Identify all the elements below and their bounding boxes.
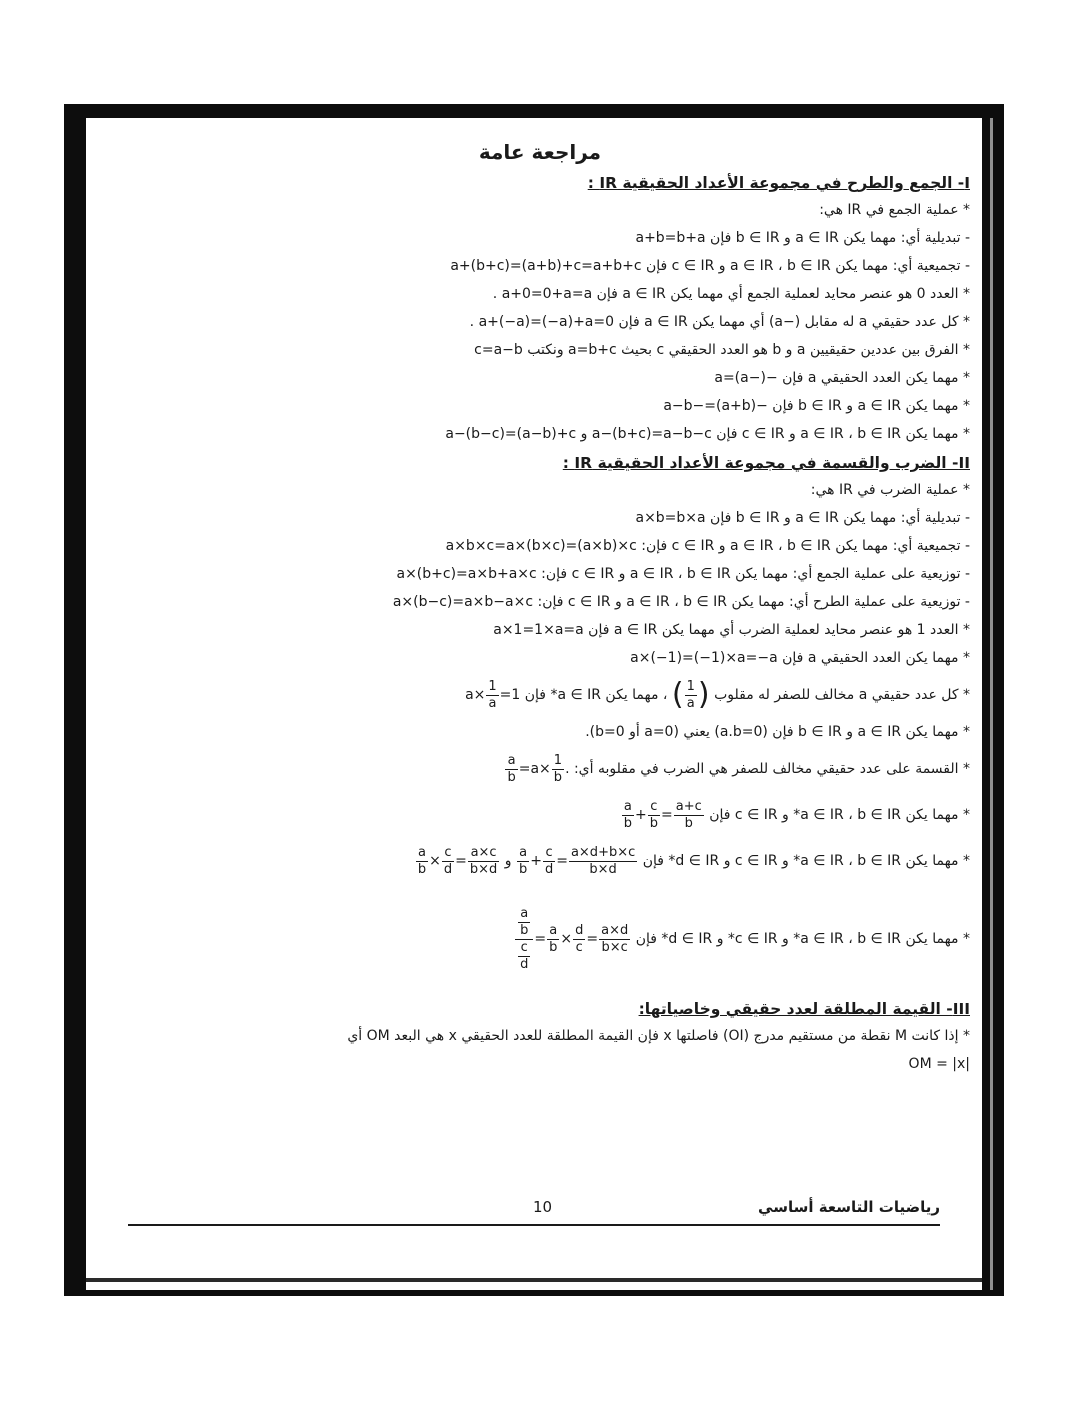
inverse-condition: ، مهما يكن a ∈ IR* فإن [524,687,668,703]
page-border-right [982,104,1004,1296]
inverse-line [110,672,970,718]
s1-line-1: * عملية الجمع في IR هي: [819,202,970,218]
s1-line-7: * مهما يكن العدد الحقيقي a فإن −(−a)=a [714,370,970,386]
division-line [110,746,970,792]
s2-line-4: - توزيعية على عملية الجمع أي: مهما يكن a ∈ IR ، b ∈ IR و c ∈ IR فإن: a×(b+c)=a×b+a×c [396,566,970,582]
s2-line-7: * مهما يكن العدد الحقيقي a فإن a×(−1)=(−1)×a=−a [630,650,970,666]
rule-3-formula: $\frac{\frac{a}{b}}{\frac{c}{d}}$ = $\frac{a}{b}$ × $\frac{d}{c}$ = $\frac{a\times d}{b\times c}$ [514,931,631,947]
s2-line-6: * العدد 1 هو عنصر محايد لعملية الضرب أي مهما يكن a ∈ IR فإن a×1=1×a=a [493,622,970,638]
zero-product-line: * مهما يكن a ∈ IR و b ∈ IR فإن (a.b=0) يعني (a=0 أو b=0). [585,724,970,740]
section-3-heading: III- القيمة المطلقة لعدد حقيقي وخاصياتها: [638,1000,970,1018]
s2-line-5: - توزيعية على عملية الطرح أي: مهما يكن a ∈ IR ، b ∈ IR و c ∈ IR فإن: a×(b−c)=a×b−a×c [392,594,970,610]
s3-line-1: * إذا كانت M نقطة من مستقيم مدرج (OI) فاصلتها x فإن القيمة المطلقة للعدد الحقيقي x هي البعد OM أي [347,1028,970,1044]
s2-line-1: * عملية الضرب في IR هي: [810,482,970,498]
s1-line-6: * الفرق بين عددين حقيقيين a و b هو العدد الحقيقي c بحيث a=b+c ونكتب c=a−b [474,342,970,358]
division-text: * القسمة على عدد حقيقي مخالف للصفر هي الضرب في مقلوبه أي: [573,761,970,777]
rule-1-condition: * مهما يكن a ∈ IR ، b ∈ IR* و c ∈ IR فإن [709,807,970,823]
section-2-heading: II- الضرب والقسمة في مجموعة الأعداد الحقيقية IR : [562,454,970,472]
page-border-bottom [64,1290,1004,1296]
rule-1-formula: $\frac{a}{b}$ + $\frac{c}{b}$ = $\frac{a+c}{b}$ [623,798,702,831]
inverse-text: * كل عدد حقيقي a مخالف للصفر له مقلوب [714,687,970,703]
page-border-right-gap [990,118,993,1290]
rule-3-condition: * مهما يكن a ∈ IR ، b ∈ IR* و c ∈ IR* و d ∈ IR* فإن [635,931,970,947]
s3-line-2: OM = |x| [908,1056,970,1072]
s1-line-8: * مهما يكن a ∈ IR و b ∈ IR فإن −(a+b)=−a−b [663,398,970,414]
s1-line-9: * مهما يكن a ∈ IR ، b ∈ IR و c ∈ IR فإن a−(b+c)=a−b−c و a−(b−c)=(a−b)+c [445,426,970,442]
inverse-fraction: ( $\frac{1}{a}$ ) [671,677,710,712]
page-footer [128,1196,940,1226]
section-1-heading: I- الجمع والطرح في مجموعة الأعداد الحقيقية IR : [587,174,970,192]
division-formula: $\frac{a}{b}$ =a× $\frac{1}{b}$ . [507,752,570,785]
rule-2-formula-product: $\frac{a}{b}$ × $\frac{c}{d}$ = $\frac{a\times c}{b\times d}$ [417,844,498,877]
rule-1-line [110,792,970,838]
page-border-left [64,104,86,1296]
and-word: و [504,853,512,869]
s1-line-3: - تجميعية أي: مهما يكن a ∈ IR ، b ∈ IR و c ∈ IR فإن a+(b+c)=(a+b)+c=a+b+c [450,258,970,274]
page-inner-rule [86,1278,982,1282]
s2-line-2: - تبديلية أي: مهما يكن a ∈ IR و b ∈ IR فإن a×b=b×a [635,510,970,526]
page-number: 10 [533,1198,553,1216]
footer-title: رياضيات التاسعة أساسي [758,1198,940,1216]
rule-2-condition: * مهما يكن a ∈ IR ، b ∈ IR* و c ∈ IR و d ∈ IR* فإن [642,853,970,869]
s1-line-4: * العدد 0 هو عنصر محايد لعملية الجمع أي مهما يكن a ∈ IR فإن a+0=0+a=a . [492,286,970,302]
inverse-equation: a× $\frac{1}{a}$ =1 [465,678,521,711]
rule-3-line [110,884,970,994]
s2-line-3: - تجميعية أي: مهما يكن a ∈ IR ، b ∈ IR و c ∈ IR فإن: a×b×c=a×(b×c)=(a×b)×c [445,538,970,554]
s1-line-5: * كل عدد حقيقي a له مقابل (−a) أي مهما يكن a ∈ IR فإن a+(−a)=(−a)+a=0 . [469,314,970,330]
rule-2-formula-sum: $\frac{a}{b}$ + $\frac{c}{d}$ = $\frac{a\times d+b\times c}{b\times d}$ [518,844,636,877]
document-body [110,140,970,1078]
page-title: مراجعة عامة [478,140,602,164]
page-border-top [64,104,1004,118]
s1-line-2: - تبديلية أي: مهما يكن a ∈ IR و b ∈ IR فإن a+b=b+a [635,230,970,246]
rule-2-line [110,838,970,884]
